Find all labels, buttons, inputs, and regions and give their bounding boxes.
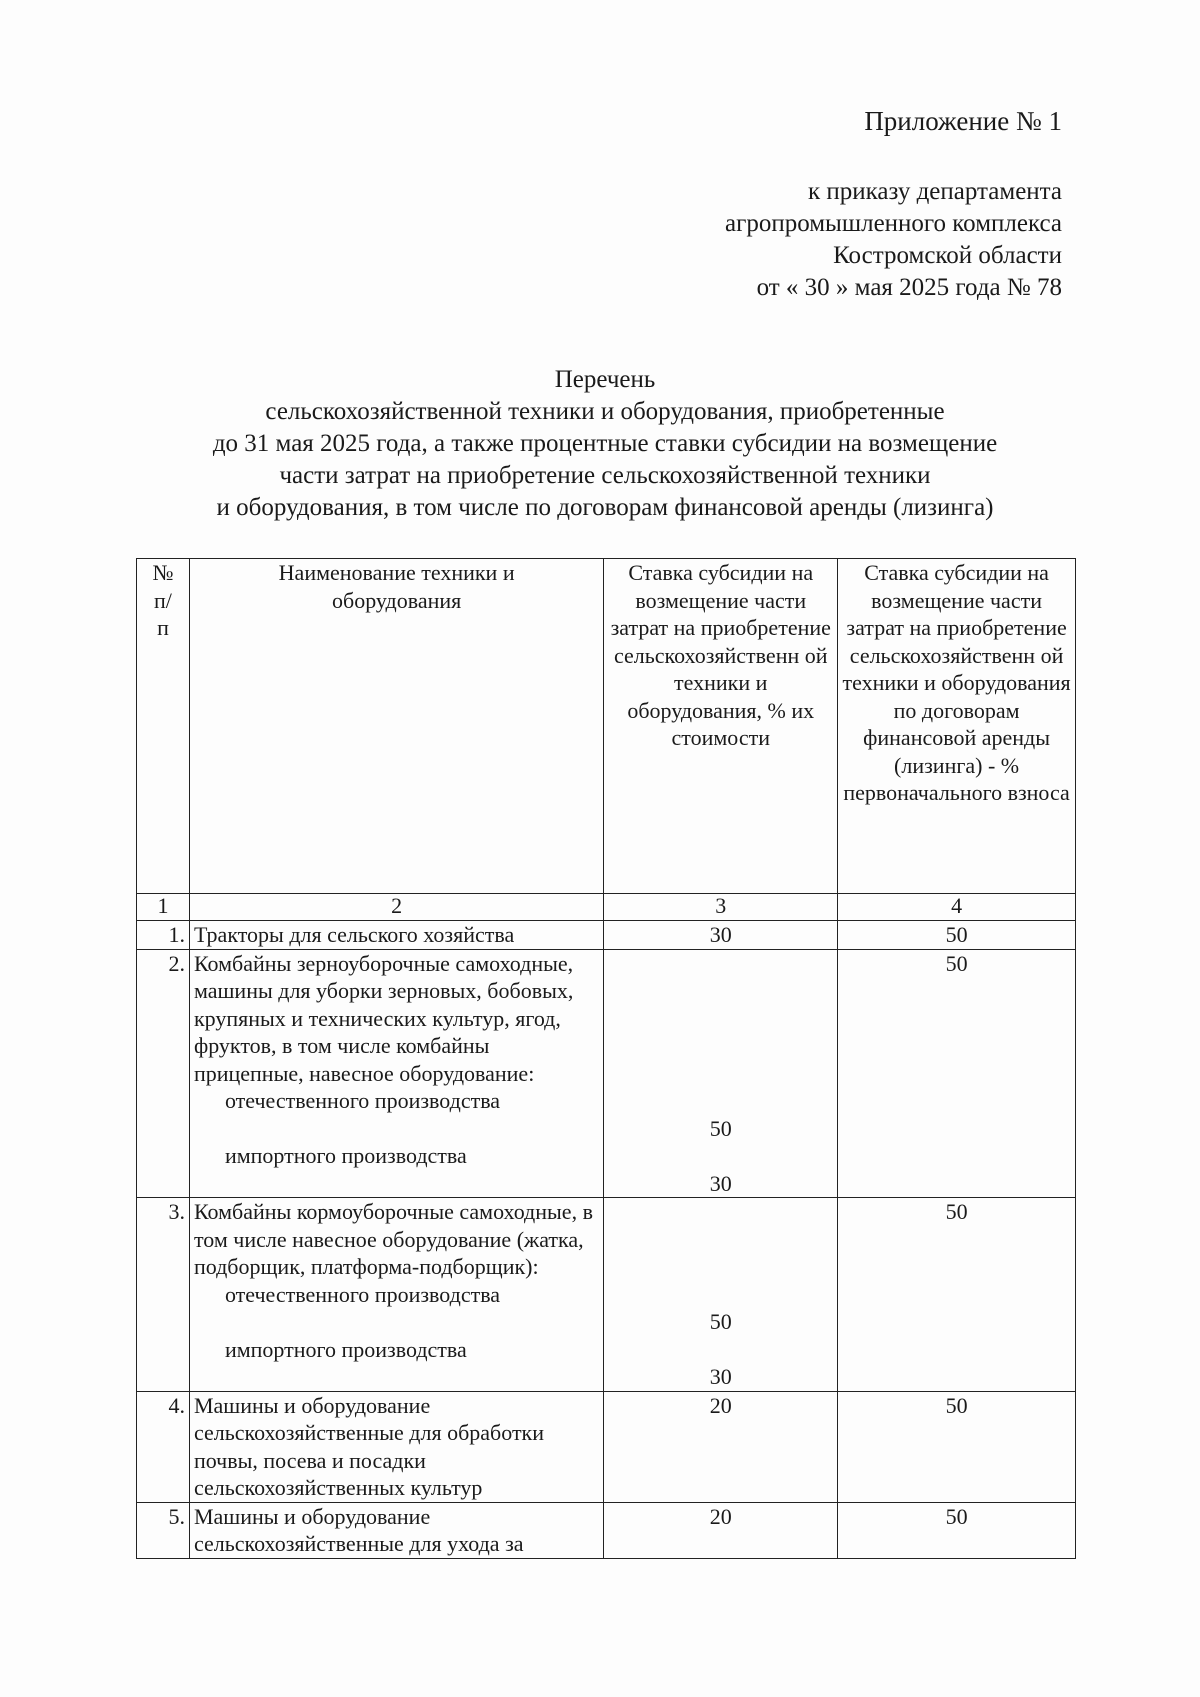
domestic-rate: 50 bbox=[709, 1115, 732, 1141]
order-reference bbox=[725, 176, 1062, 304]
row-rate: 20 bbox=[604, 1391, 838, 1502]
row-number: 1. bbox=[137, 921, 190, 950]
subsidy-table bbox=[136, 558, 1076, 1559]
row-name: Тракторы для сельского хозяйства bbox=[189, 921, 603, 950]
row-rate: 20 bbox=[604, 1502, 838, 1558]
column-number: 1 bbox=[137, 894, 190, 921]
order-ref-line: агропромышленного комплекса bbox=[724, 210, 1062, 237]
heading-line: части затрат на приобретение сельскохозяйственной техники bbox=[279, 462, 931, 489]
row-number: 2. bbox=[137, 949, 190, 1198]
row-rate-cell bbox=[604, 1198, 838, 1392]
table-header-row bbox=[137, 559, 1076, 894]
table-row bbox=[137, 921, 1076, 950]
document-heading bbox=[140, 364, 1070, 524]
row-name: Комбайны зерноуборочные самоходные, машины для уборки зерновых, бобовых, крупяных и технических культур, ягод, фруктов, в том числе комбайны прицепные, навесное оборудование: bbox=[193, 950, 574, 1086]
domestic-label: отечественного производства bbox=[224, 1088, 501, 1113]
row-leasing: 50 bbox=[838, 949, 1076, 1198]
row-number: 4. bbox=[137, 1391, 190, 1502]
domestic-label: отечественного производства bbox=[224, 1281, 501, 1307]
row-leasing: 50 bbox=[838, 921, 1076, 950]
domestic-rate: 50 bbox=[709, 1309, 732, 1334]
table-row bbox=[137, 1502, 1076, 1558]
order-ref-line: от « 30 » мая 2025 года № 78 bbox=[756, 274, 1062, 301]
column-number-row bbox=[137, 894, 1076, 921]
header-rate: Ставка субсидии на возмещение части затрат на приобретение сельскохозяйственн ой техники и оборудования, % их стоимости bbox=[604, 559, 838, 894]
column-number: 2 bbox=[189, 894, 603, 921]
heading-line: Перечень bbox=[554, 366, 656, 393]
heading-line: и оборудования, в том числе по договорам финансовой аренды (лизинга) bbox=[216, 494, 994, 521]
row-rate: 30 bbox=[604, 921, 838, 950]
row-name: Машины и оборудование сельскохозяйственные для обработки почвы, посева и посадки сельскохозяйственных культур bbox=[189, 1391, 603, 1502]
import-rate: 30 bbox=[709, 1170, 732, 1196]
table-row bbox=[137, 1198, 1076, 1392]
order-ref-line: к приказу департамента bbox=[807, 178, 1062, 205]
table-row bbox=[137, 949, 1076, 1198]
import-label: импортного производства bbox=[224, 1336, 467, 1362]
import-rate: 30 bbox=[709, 1364, 732, 1389]
header-name: Наименование техники и оборудования bbox=[189, 559, 603, 894]
heading-line: до 31 мая 2025 года, а также процентные ставки субсидии на возмещение bbox=[212, 430, 998, 457]
row-number: 3. bbox=[137, 1198, 190, 1392]
row-leasing: 50 bbox=[838, 1502, 1076, 1558]
row-rate-cell bbox=[604, 949, 838, 1198]
row-name: Комбайны кормоуборочные самоходные, в том числе навесное оборудование (жатка, подборщик, платформа-подборщик): bbox=[193, 1199, 593, 1279]
row-name-cell bbox=[189, 1198, 603, 1392]
row-name-cell bbox=[189, 949, 603, 1198]
header-leasing-rate: Ставка субсидии на возмещение части затрат на приобретение сельскохозяйственн ой техники и оборудования по договорам финансовой аренды (лизинга) - % первоначального взноса bbox=[838, 559, 1076, 894]
row-number: 5. bbox=[137, 1502, 190, 1558]
header-number: № п/ п bbox=[137, 559, 190, 894]
appendix-title: Приложение № 1 bbox=[864, 106, 1062, 136]
table-row bbox=[137, 1391, 1076, 1502]
import-label: импортного производства bbox=[224, 1143, 467, 1168]
column-number: 3 bbox=[604, 894, 838, 921]
spacer bbox=[194, 1115, 599, 1143]
order-ref-line: Костромской области bbox=[833, 242, 1062, 269]
row-leasing: 50 bbox=[838, 1198, 1076, 1392]
heading-line: сельскохозяйственной техники и оборудования, приобретенные bbox=[265, 398, 945, 425]
spacer bbox=[194, 1308, 599, 1336]
row-name: Машины и оборудование сельскохозяйственные для ухода за bbox=[189, 1502, 603, 1558]
column-number: 4 bbox=[838, 894, 1076, 921]
row-leasing: 50 bbox=[838, 1391, 1076, 1502]
